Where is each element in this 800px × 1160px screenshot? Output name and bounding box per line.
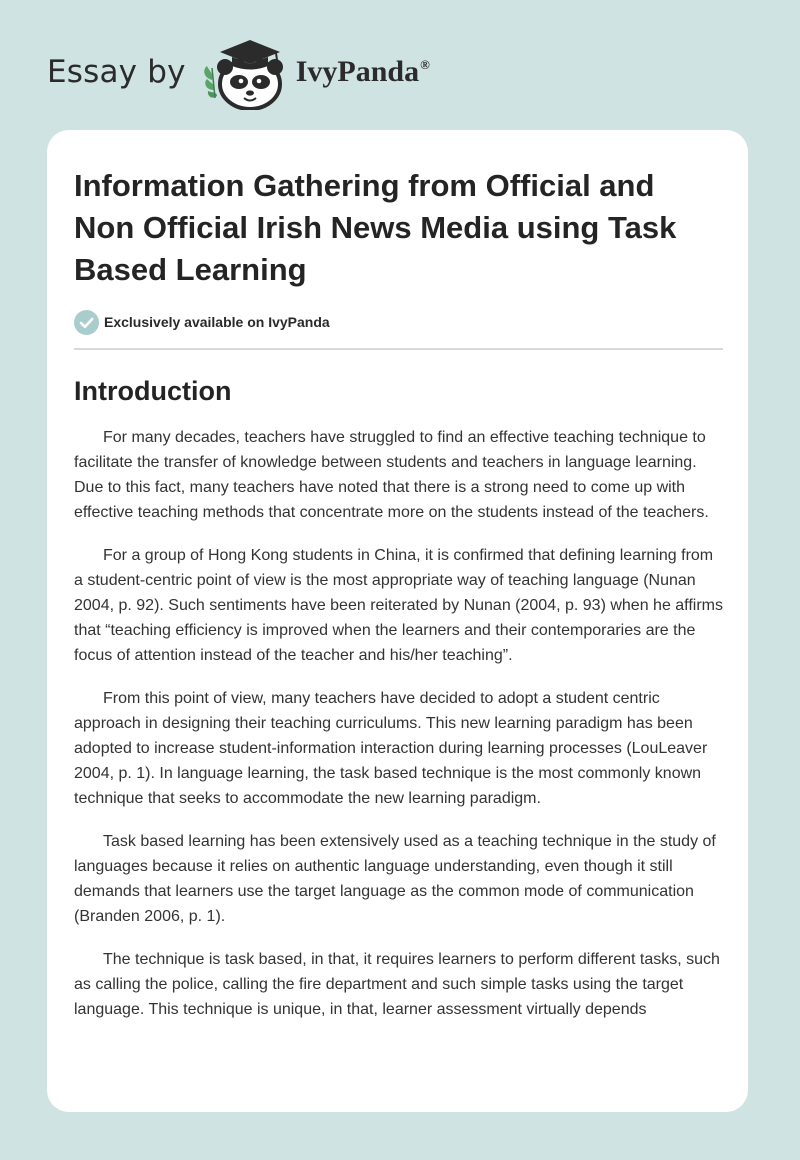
article-title: Information Gathering from Official and Non Official Irish News Media using Task Based Learning [74,168,677,287]
ivy-leaf-icon [204,66,217,98]
body-paragraph: Task based learning has been extensively used as a teaching technique in the study of languages because it relies on authentic language understanding, even though it still demands that learners use the target language as the common mode of communication (Branden 2006, p. 1). [74,833,716,925]
body-paragraph: The technique is task based, in that, it requires learners to perform different tasks, such as calling the police, calling the fire department and such simple tasks using the target language. This technique is unique, in that, learner assessment virtually depends [74,951,720,1018]
exclusive-badge-label: Exclusively available on IvyPanda [104,314,330,330]
body-paragraph: For a group of Hong Kong students in China, it is confirmed that defining learning from a student-centric point of view is the most appropriate way of teaching language (Nunan 2004, p. 92). Such sentiments have been reiterated by Nunan (2004, p. 93) when he affirms that “teaching efficiency is improved when the learners and their contemporaries are the focus of attention instead of the teacher and his/her teaching”. [74,547,723,664]
site-brand[interactable] [47,34,430,110]
check-circle-icon [74,310,99,335]
brand-name-text: IvyPanda [295,55,420,88]
body-paragraph: For many decades, teachers have struggled to find an effective teaching technique to facilitate the transfer of knowledge between students and teachers in language learning. Due to this fact, many teachers have noted that there is a strong need to come up with effective teaching methods that concentrate more on the students instead of the teachers. [74,429,709,521]
section-heading-introduction: Introduction [74,376,232,406]
article-body [74,425,723,1022]
article-card [47,130,748,1112]
exclusive-badge [74,309,723,335]
divider [74,348,723,350]
body-paragraph: From this point of view, many teachers have decided to adopt a student centric approach in designing their teaching curriculums. This new learning paradigm has been adopted to increase student-information interaction during learning processes (LouLeaver 2004, p. 1). In language learning, the task based technique is the most commonly known technique that seeks to accommodate the new learning paradigm. [74,690,708,807]
panda-graduate-icon [198,34,294,110]
brand-name [296,55,430,89]
registered-mark: ® [420,57,430,72]
brand-prefix: Essay by [47,54,186,90]
